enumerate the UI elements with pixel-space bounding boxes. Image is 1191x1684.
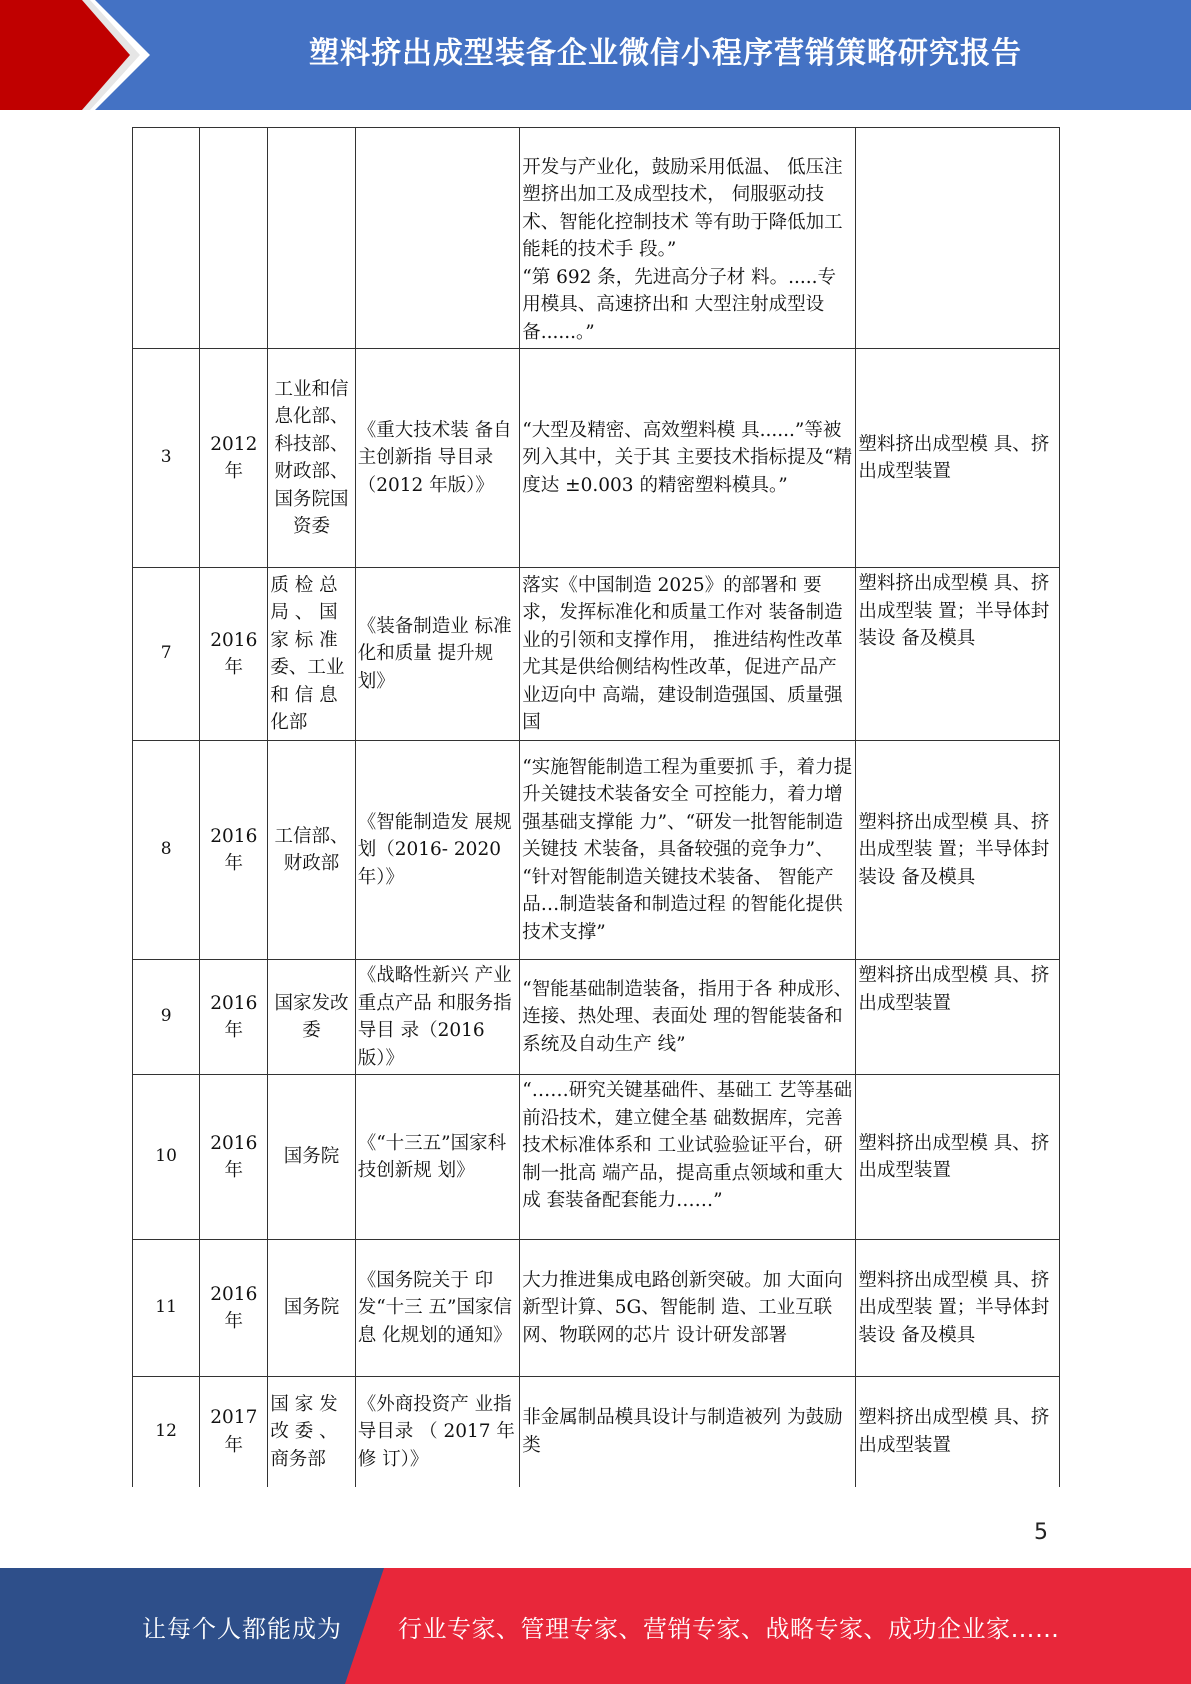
cell-year: 2016 年 [200,1075,268,1240]
table-row [133,741,1060,960]
page-footer [0,1568,1191,1684]
cell-content: 大力推进集成电路创新突破。加 大面向新型计算、5G、智能制 造、工业互联网、物联网的芯片 设计研发部署 [520,1240,856,1377]
cell-name: 《智能制造发 展规划（2016- 2020 年）》 [355,741,520,960]
cell-no: 7 [133,568,200,741]
cell-dept [268,128,355,349]
page-number: 5 [1034,1520,1048,1545]
cell-dept: 质 检 总 局 、 国 家 标 准 委、工业 和 信 息 化部 [268,568,355,741]
table-row [133,349,1060,568]
cell-year: 2017 年 [200,1377,268,1487]
cell-content: “大型及精密、高效塑料模 具......”等被列入其中，关于其 主要技术指标提及“精度达 ±0.003 的精密塑料模具。” [520,349,856,568]
cell-content: 开发与产业化，鼓励采用低温、 低压注塑挤出加工及成型技术， 伺服驱动技术、智能化控制技术 等有助于降低加工能耗的技术手 段。” “第 692 条，先进高分子材 料。.....专用模具、高速挤出和 大型注射成型设备......。” [520,128,856,349]
table-row [133,128,1060,349]
cell-no: 8 [133,741,200,960]
cell-scope: 塑料挤出成型模 具、挤出成型装 置；半导体封装设 备及模具 [856,568,1060,741]
page-header [0,0,1191,110]
cell-year: 2012 年 [200,349,268,568]
cell-no [133,128,200,349]
cell-scope [856,128,1060,349]
cell-dept: 工业和信息化部、科技部、财政部、国务院国资委 [268,349,355,568]
table-row [133,1240,1060,1377]
cell-scope: 塑料挤出成型模 具、挤出成型装置 [856,1075,1060,1240]
cell-scope: 塑料挤出成型模 具、挤出成型装置 [856,1377,1060,1487]
cell-content: “……研究关键基础件、基础工 艺等基础前沿技术，建立健全基 础数据库，完善技术标准体系和 工业试验验证平台，研制一批高 端产品，提高重点领域和重大成 套装备配套能力……” [520,1075,856,1240]
table-row [133,960,1060,1075]
cell-no: 11 [133,1240,200,1377]
footer-slogan-right: 行业专家、管理专家、营销专家、战略专家、成功企业家…… [398,1614,1060,1643]
cell-no: 12 [133,1377,200,1487]
table-row [133,1377,1060,1487]
cell-year [200,128,268,349]
cell-year: 2016 年 [200,568,268,741]
cell-name: 《外商投资产 业指导目录 （ 2017 年 修 订）》 [355,1377,520,1487]
cell-dept: 国务院 [268,1240,355,1377]
cell-content: 落实《中国制造 2025》的部署和 要求，发挥标准化和质量工作对 装备制造业的引领和支撑作用， 推进结构性改革尤其是供给侧结构性改革，促进产品产业迈向中 高端，建设制造强国、质量强国 [520,568,856,741]
cell-content: “实施智能制造工程为重要抓 手，着力提升关键技术装备安全 可控能力，着力增强基础支撑能 力”、“研发一批智能制造关键技 术装备，具备较强的竞争力”、 “针对智能制造关键技术装备、 智能产品…制造装备和制造过程 的智能化提供技术支撑” [520,741,856,960]
cell-name [355,128,520,349]
cell-scope: 塑料挤出成型模 具、挤出成型装置 [856,349,1060,568]
cell-scope: 塑料挤出成型模 具、挤出成型装 置；半导体封装设 备及模具 [856,1240,1060,1377]
cell-year: 2016 年 [200,1240,268,1377]
cell-no: 9 [133,960,200,1075]
report-title: 塑料挤出成型装备企业微信小程序营销策略研究报告 [309,36,1022,71]
cell-no: 10 [133,1075,200,1240]
cell-dept: 国 家 发 改 委 、 商务部 [268,1377,355,1487]
footer-slogan-left: 让每个人都能成为 [142,1614,342,1643]
cell-name: 《国务院关于 印发“十三 五”国家信息 化规划的通知》 [355,1240,520,1377]
cell-scope: 塑料挤出成型模 具、挤出成型装 置；半导体封装设 备及模具 [856,741,1060,960]
cell-year: 2016 年 [200,741,268,960]
cell-name: 《战略性新兴 产业重点产品 和服务指导目 录（2016 版）》 [355,960,520,1075]
cell-dept: 工信部、财政部 [268,741,355,960]
cell-content: 非金属制品模具设计与制造被列 为鼓励类 [520,1377,856,1487]
cell-content: “智能基础制造装备，指用于各 种成形、连接、热处理、表面处 理的智能装备和系统及自动生产 线” [520,960,856,1075]
cell-name: 《“十三五”国家科技创新规 划》 [355,1075,520,1240]
cell-year: 2016 年 [200,960,268,1075]
cell-dept: 国务院 [268,1075,355,1240]
policy-table [132,127,1060,1487]
cell-name: 《重大技术装 备自主创新指 导目录（2012 年版）》 [355,349,520,568]
cell-no: 3 [133,349,200,568]
table-row [133,1075,1060,1240]
cell-name: 《装备制造业 标准化和质量 提升规划》 [355,568,520,741]
table-row [133,568,1060,741]
cell-dept: 国家发改委 [268,960,355,1075]
cell-scope: 塑料挤出成型模 具、挤出成型装置 [856,960,1060,1075]
